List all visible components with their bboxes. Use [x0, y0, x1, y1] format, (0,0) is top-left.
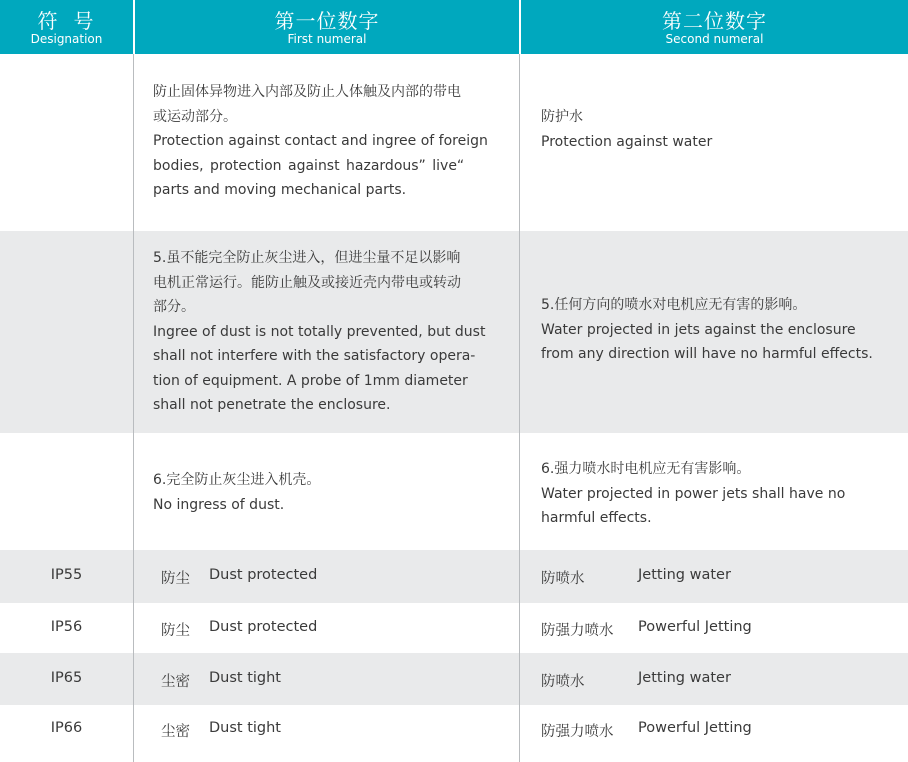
header-second-zh: 第二位数字 — [662, 9, 767, 33]
header-first-en: First numeral — [287, 32, 367, 46]
second-zh: 防喷水 — [541, 571, 585, 587]
first-numeral-cell — [133, 231, 519, 433]
header-designation-en: Designation — [30, 32, 103, 46]
first-en: Dust protected — [209, 619, 318, 635]
header-designation-zh: 符号 — [37, 9, 110, 33]
ip-code: IP56 — [50, 619, 83, 635]
second-zh: 防强力喷水 — [541, 724, 614, 740]
first-numeral-cell — [133, 705, 519, 762]
second-numeral-text — [541, 293, 886, 367]
second-numeral-cell — [519, 54, 908, 231]
first-numeral-cell — [133, 550, 519, 603]
first-numeral-cell — [133, 653, 519, 705]
second-en: Powerful Jetting — [638, 619, 752, 635]
first-numeral-cell — [133, 54, 519, 231]
table-row — [0, 433, 908, 550]
second-en: Jetting water — [638, 567, 731, 583]
designation-cell — [0, 705, 133, 762]
text-line: parts and moving mechanical parts. — [153, 182, 407, 198]
table-row-ip66 — [0, 705, 908, 762]
text-line: Protection against contact and ingree of foreign — [153, 133, 488, 149]
first-zh: 尘密 — [161, 724, 190, 740]
second-numeral-cell — [519, 550, 908, 603]
ip-code: IP66 — [50, 720, 83, 736]
designation-cell — [0, 54, 133, 231]
header-second-en: Second numeral — [665, 32, 764, 46]
text-line: 6.完全防止灰尘进入机壳。 — [153, 472, 321, 488]
designation-cell — [0, 653, 133, 705]
designation-cell — [0, 550, 133, 603]
first-zh: 防尘 — [161, 571, 190, 587]
table-row-ip56 — [0, 603, 908, 653]
text-line: 部分。 — [153, 299, 195, 315]
second-numeral-text — [541, 457, 886, 531]
second-numeral-cell — [519, 705, 908, 762]
text-line: from any direction will have no harmful effects. — [541, 346, 873, 362]
text-line: 5.任何方向的喷水对电机应无有害的影响。 — [541, 297, 807, 313]
ip-code: IP55 — [50, 567, 83, 583]
text-line: 5.虽不能完全防止灰尘进入，但进尘量不足以影响 — [153, 250, 461, 266]
table-row — [0, 231, 908, 433]
first-zh: 防尘 — [161, 623, 190, 639]
text-line: Protection against water — [541, 133, 713, 150]
second-zh: 防强力喷水 — [541, 623, 614, 639]
header-second-numeral — [519, 0, 908, 54]
table-row-ip65 — [0, 653, 908, 705]
designation-cell — [0, 433, 133, 550]
text-line: 电机正常运行。能防止触及或接近壳内带电或转动 — [153, 274, 461, 291]
table-row-ip55 — [0, 550, 908, 603]
text-line: shall not interfere with the satisfactory opera- — [153, 348, 476, 364]
first-numeral-text — [153, 468, 496, 517]
header-first-zh: 第一位数字 — [274, 9, 380, 33]
second-numeral-cell — [519, 653, 908, 705]
first-en: Dust tight — [209, 720, 281, 736]
second-numeral-cell — [519, 433, 908, 550]
second-numeral-text — [541, 105, 886, 154]
first-numeral-cell — [133, 603, 519, 653]
second-en: Jetting water — [638, 670, 731, 686]
text-line: 防止固体异物进入内部及防止人体触及内部的带电 — [153, 84, 461, 100]
text-line: shall not penetrate the enclosure. — [153, 397, 391, 413]
header-first-numeral — [133, 0, 519, 54]
first-numeral-text — [153, 80, 496, 203]
text-line: tion of equipment. A probe of 1mm diameter — [153, 372, 468, 389]
designation-cell — [0, 231, 133, 433]
designation-cell — [0, 603, 133, 653]
text-line: No ingress of dust. — [153, 496, 285, 513]
table-header — [0, 0, 908, 54]
second-numeral-cell — [519, 603, 908, 653]
text-line: Water projected in power jets shall have no — [541, 485, 846, 502]
text-line: bodies, protection against hazardous” live“ — [153, 157, 465, 174]
text-line: harmful effects. — [541, 510, 652, 526]
text-line: Ingree of dust is not totally prevented, but dust — [153, 323, 486, 340]
second-zh: 防喷水 — [541, 674, 585, 690]
first-numeral-text — [153, 246, 496, 418]
first-zh: 尘密 — [161, 674, 190, 690]
text-line: 或运动部分。 — [153, 108, 237, 125]
first-numeral-cell — [133, 433, 519, 550]
second-numeral-cell — [519, 231, 908, 433]
text-line: 6.强力喷水时电机应无有害影响。 — [541, 461, 751, 477]
text-line: Water projected in jets against the enclosure — [541, 321, 856, 338]
table-row — [0, 54, 908, 231]
ip-code: IP65 — [50, 670, 83, 686]
header-designation — [0, 0, 133, 54]
first-en: Dust tight — [209, 670, 281, 686]
first-en: Dust protected — [209, 567, 318, 583]
second-en: Powerful Jetting — [638, 720, 752, 736]
text-line: 防护水 — [541, 109, 583, 125]
